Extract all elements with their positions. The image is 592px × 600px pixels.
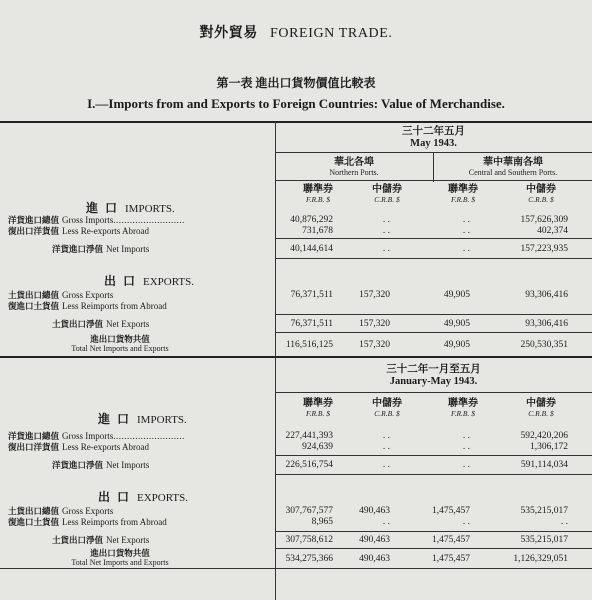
p2-gross-exports-en: Gross Exports — [62, 506, 114, 516]
p2-gross-exports-label — [8, 506, 113, 517]
p1-gross-imports-en: Gross Imports — [62, 215, 114, 225]
p2-tot-c1: 534,275,366 — [285, 554, 333, 564]
header-cn: 對外貿易 — [199, 26, 258, 41]
rule-p1-net-exports — [275, 314, 592, 315]
group-header-central — [434, 157, 592, 178]
rule-p2-net-imports — [275, 455, 592, 456]
rule-p1-group-divider — [433, 152, 434, 182]
p1-ne-c1: 76,371,511 — [290, 319, 333, 329]
p2-ri-c1: 8,965 — [311, 517, 333, 527]
p1-ne-c3: 49,905 — [443, 319, 470, 329]
p2-less-reimports-en: Less Reimports from Abroad — [62, 517, 167, 527]
table-title-cn: 第一表 進出口貨物價值比較表 — [216, 76, 376, 90]
p2-col4-header — [506, 398, 576, 418]
p2-ri-c2: . . — [382, 517, 390, 527]
p2-total-label — [50, 548, 190, 568]
p1-less-reimports-label — [8, 301, 167, 312]
p2-net-exports-label — [52, 535, 149, 546]
p1-ge-c1: 76,371,511 — [290, 290, 333, 300]
p1-ni-c3: . . — [462, 244, 470, 254]
p2-re-c4: 1,306,172 — [530, 442, 568, 452]
p1-less-reexports-cn: 復出口洋貨值 — [8, 226, 60, 236]
p2-gross-exports-cn: 土貨出口總值 — [8, 506, 60, 516]
p1-ne-c4: 93,306,416 — [525, 319, 568, 329]
p1-less-reimports-en: Less Reimports from Abroad — [62, 301, 167, 311]
p2-ne-c4: 535,215,017 — [520, 535, 568, 545]
group-header-north — [275, 157, 433, 178]
group-central-cn: 華中華南各埠 — [483, 157, 543, 168]
p2-gross-imports-cn: 洋貨進口總值 — [8, 431, 60, 441]
rule-p2-net-exports — [275, 531, 592, 532]
p1-net-exports-label — [52, 319, 149, 330]
rule-p1-group — [275, 180, 592, 181]
p1-net-imports-cn: 洋貨進口淨值 — [52, 244, 104, 254]
p1-tot-c1: 116,516,125 — [285, 340, 333, 350]
p2-ni-c4: 591,114,034 — [520, 460, 568, 470]
p2-col3-en: F.R.B. $ — [450, 409, 476, 418]
p2-ni-c1: 226,516,754 — [285, 460, 333, 470]
p2-ge-c1: 307,767,577 — [285, 506, 333, 516]
p2-exports-en: EXPORTS. — [137, 492, 189, 504]
p2-ri-c3: . . — [462, 517, 470, 527]
p1-imports-heading — [86, 199, 175, 216]
p1-col2-en: C.R.B. $ — [374, 195, 400, 204]
p2-col1-en: F.R.B. $ — [305, 409, 331, 418]
leader-dots-p2: .......................... — [113, 431, 185, 441]
leader-dots: .......................... — [113, 215, 185, 225]
p2-tot-c4: 1,126,329,051 — [513, 554, 568, 564]
p1-re-c3: . . — [462, 226, 470, 236]
p1-ge-c4: 93,306,416 — [525, 290, 568, 300]
p2-ge-c4: 535,215,017 — [520, 506, 568, 516]
p2-net-imports-label — [52, 460, 149, 471]
p2-ni-c3: . . — [462, 460, 470, 470]
p2-ne-c1: 307,758,612 — [285, 535, 333, 545]
p2-tot-c3: 1,475,457 — [432, 554, 470, 564]
p1-total-en: Total Net Imports and Exports — [71, 344, 169, 353]
p2-gi-c3: . . — [462, 431, 470, 441]
p1-ni-c2: . . — [382, 244, 390, 254]
p2-exports-cn: 出 口 — [98, 490, 132, 504]
p2-col1-header — [283, 398, 353, 418]
p2-imports-cn: 進 口 — [98, 412, 132, 426]
p1-col4-header — [506, 184, 576, 204]
p2-ne-c3: 1,475,457 — [432, 535, 470, 545]
p1-net-imports-label — [52, 244, 149, 255]
p2-gross-imports-en: Gross Imports — [62, 431, 114, 441]
p1-gi-c1: 40,876,292 — [290, 215, 333, 225]
p1-gross-imports-cn: 洋貨進口總值 — [8, 215, 60, 225]
p2-ri-c4: . . — [560, 517, 568, 527]
p2-total-en: Total Net Imports and Exports — [71, 558, 169, 567]
p1-net-exports-cn: 土貨出口淨值 — [52, 319, 104, 329]
p1-col1-en: F.R.B. $ — [305, 195, 331, 204]
panel2-period-en: January-May 1943. — [389, 376, 478, 387]
p1-imports-cn: 進 口 — [86, 201, 120, 215]
rule-p2-period — [275, 392, 592, 393]
panel2-period-cn: 三十二年一月至五月 — [386, 364, 481, 375]
rule-p1-after-net-imports — [275, 258, 592, 259]
p2-re-c2: . . — [382, 442, 390, 452]
rule-p1-net-imports — [275, 238, 592, 239]
p1-total-label — [50, 334, 190, 354]
panel2-period — [275, 364, 592, 388]
p2-ni-c2: . . — [382, 460, 390, 470]
p2-less-reimports-label — [8, 517, 167, 528]
rule-p2-after-net-imports — [275, 474, 592, 475]
p2-col2-en: C.R.B. $ — [374, 409, 400, 418]
p1-col3-header — [428, 184, 498, 204]
p1-ne-c2: 157,320 — [359, 319, 390, 329]
p1-exports-heading — [104, 272, 194, 289]
p1-less-reexports-en: Less Re-exports Abroad — [62, 226, 149, 236]
p1-net-imports-en: Net Imports — [106, 244, 150, 254]
p1-ge-c2: 157,320 — [359, 290, 390, 300]
p2-net-exports-cn: 土貨出口淨值 — [52, 535, 104, 545]
p2-less-reexports-cn: 復出口洋貨值 — [8, 442, 60, 452]
p1-less-reimports-cn: 復進口土貨值 — [8, 301, 60, 311]
rule-p2-total — [275, 548, 592, 549]
p1-imports-en: IMPORTS. — [125, 203, 175, 215]
p1-exports-en: EXPORTS. — [143, 276, 195, 288]
p2-col3-cn: 聯準券 — [448, 398, 478, 409]
p1-tot-c3: 49,905 — [443, 340, 470, 350]
p1-net-exports-en: Net Exports — [106, 319, 150, 329]
p1-gi-c2: . . — [382, 215, 390, 225]
p1-gi-c4: 157,626,309 — [520, 215, 568, 225]
p2-net-imports-cn: 洋貨進口淨值 — [52, 460, 104, 470]
p1-col3-en: F.R.B. $ — [450, 195, 476, 204]
p2-col3-header — [428, 398, 498, 418]
group-central-en: Central and Southern Ports. — [468, 168, 558, 177]
p2-imports-heading — [98, 410, 187, 427]
p2-col1-cn: 聯準券 — [303, 398, 333, 409]
panel1-period-en: May 1943. — [410, 138, 457, 149]
p1-col3-cn: 聯準券 — [448, 184, 478, 195]
p1-gross-imports-label — [8, 215, 185, 226]
p1-total-cn: 進出口貨物共值 — [90, 334, 150, 344]
rule-bottom — [0, 568, 592, 569]
p2-less-reexports-label — [8, 442, 149, 453]
p2-gross-imports-label — [8, 431, 185, 442]
rule-top — [0, 121, 592, 123]
p2-gi-c1: 227,441,393 — [285, 431, 333, 441]
p1-col4-en: C.R.B. $ — [528, 195, 554, 204]
p1-col2-cn: 中儲券 — [372, 184, 402, 195]
page-header — [0, 22, 592, 42]
p1-less-reexports-label — [8, 226, 149, 237]
header-en: FOREIGN TRADE. — [270, 26, 393, 41]
p2-less-reimports-cn: 復進口土貨值 — [8, 517, 60, 527]
p2-re-c1: 924,639 — [302, 442, 333, 452]
p1-tot-c4: 250,530,351 — [520, 340, 568, 350]
p1-re-c1: 731,678 — [302, 226, 333, 236]
p1-ge-c3: 49,905 — [443, 290, 470, 300]
p2-re-c3: . . — [462, 442, 470, 452]
p2-less-reexports-en: Less Re-exports Abroad — [62, 442, 149, 452]
group-north-en: Northern Ports. — [329, 168, 379, 177]
panel1-period — [275, 126, 592, 150]
p1-col1-cn: 聯準券 — [303, 184, 333, 195]
panel1-period-cn: 三十二年五月 — [402, 126, 465, 137]
p2-col2-header — [352, 398, 422, 418]
p2-gi-c2: . . — [382, 431, 390, 441]
p2-exports-heading — [98, 488, 188, 505]
p1-tot-c2: 157,320 — [359, 340, 390, 350]
p2-ne-c2: 490,463 — [359, 535, 390, 545]
p2-col4-en: C.R.B. $ — [528, 409, 554, 418]
p1-gross-exports-cn: 土貨出口總值 — [8, 290, 60, 300]
p2-tot-c2: 490,463 — [359, 554, 390, 564]
p1-re-c2: . . — [382, 226, 390, 236]
p2-total-cn: 進出口貨物共值 — [90, 548, 150, 558]
p2-net-exports-en: Net Exports — [106, 535, 150, 545]
p2-ge-c3: 1,475,457 — [432, 506, 470, 516]
p2-gi-c4: 592,420,206 — [520, 431, 568, 441]
p2-col2-cn: 中儲券 — [372, 398, 402, 409]
p1-col1-header — [283, 184, 353, 204]
group-north-cn: 華北各埠 — [334, 157, 374, 168]
p2-col4-cn: 中儲券 — [526, 398, 556, 409]
p1-gross-exports-en: Gross Exports — [62, 290, 114, 300]
p1-col4-cn: 中儲券 — [526, 184, 556, 195]
rule-p1-total — [275, 332, 592, 333]
p2-net-imports-en: Net Imports — [106, 460, 150, 470]
p1-re-c4: 402,374 — [537, 226, 568, 236]
p2-imports-en: IMPORTS. — [137, 414, 187, 426]
p1-ni-c4: 157,223,935 — [520, 244, 568, 254]
p1-ni-c1: 40,144,614 — [290, 244, 333, 254]
p2-ge-c2: 490,463 — [359, 506, 390, 516]
p1-gi-c3: . . — [462, 215, 470, 225]
table-title-en: I.—Imports from and Exports to Foreign Countries: Value of Merchandise. — [87, 96, 505, 111]
rule-panel2-top — [0, 356, 592, 358]
p1-col2-header — [352, 184, 422, 204]
p1-gross-exports-label — [8, 290, 113, 301]
p1-exports-cn: 出 口 — [104, 274, 138, 288]
